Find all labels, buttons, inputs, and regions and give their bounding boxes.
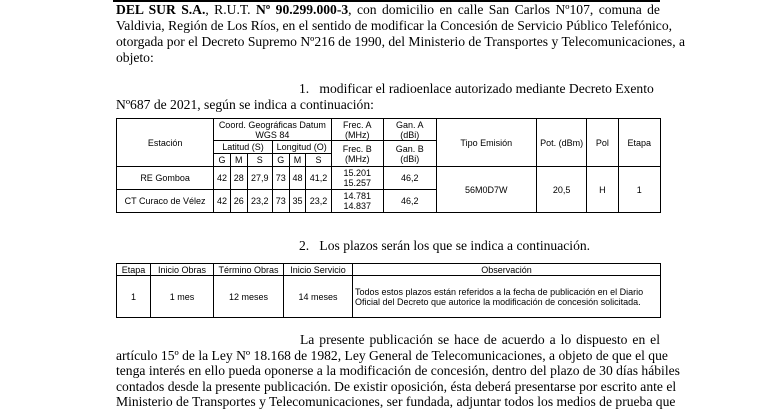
table-row bbox=[117, 167, 661, 190]
cell-estacion: CT Curaco de Vélez bbox=[117, 190, 214, 213]
header-latitud: Latitud (S) bbox=[214, 141, 273, 154]
header-frec-a: Frec. A (MHz) bbox=[331, 119, 383, 141]
header-tipo-emision: Tipo Emisión bbox=[436, 119, 537, 167]
header-inicio-servicio: Inicio Servicio bbox=[284, 264, 353, 276]
header-inicio-obras: Inicio Obras bbox=[151, 264, 214, 276]
cell-lon-m: 35 bbox=[289, 190, 306, 213]
cell-pol: H bbox=[587, 167, 618, 213]
cell-observacion: Todos estos plazos están referidos a la fecha de publicación en el Diario Oficial del Decreto que autorice la modificación de concesión solicitada. bbox=[353, 276, 661, 318]
cell-inicio-obras: 1 mes bbox=[151, 276, 214, 318]
intro-line-2: Valdivia, Región de Los Ríos, en el sentido de modificar la Concesión de Servicio Público Telefónico, bbox=[116, 18, 673, 33]
cell-estacion: RE Gomboa bbox=[117, 167, 214, 190]
company-name: DEL SUR S.A. bbox=[116, 2, 206, 17]
cell-etapa: 1 bbox=[117, 276, 151, 318]
cell-ganancia: 46,2 bbox=[384, 190, 436, 213]
final-paragraph bbox=[116, 332, 680, 410]
schedule-table bbox=[116, 263, 661, 318]
cell-lon-m: 48 bbox=[289, 167, 306, 190]
cell-lat-g: 42 bbox=[214, 190, 231, 213]
cell-frecuencias: 14.781 14.837 bbox=[331, 190, 383, 213]
header-gan-a: Gan. A (dBi) bbox=[384, 119, 436, 141]
header-potencia: Pot. (dBm) bbox=[537, 119, 587, 167]
cell-lat-g: 42 bbox=[214, 167, 231, 190]
final-line-4: contados desde la presente publicación. De existir oposición, ésta deberá presentarse por escrito ante el bbox=[116, 378, 677, 394]
final-line-3: tenga interés en ello pueda oponerse a la modificación de concesión, dentro del plazo de 30 días hábiles bbox=[116, 363, 680, 379]
cell-ganancia: 46,2 bbox=[384, 167, 436, 190]
intro-paragraph bbox=[116, 2, 686, 66]
cell-frecuencias: 15.201 15.257 bbox=[331, 167, 383, 190]
header-lon-g: G bbox=[272, 154, 289, 167]
intro-line-4: objeto: bbox=[116, 50, 154, 65]
header-etapa: Etapa bbox=[117, 264, 151, 276]
cell-lon-g: 73 bbox=[272, 167, 289, 190]
radio-link-table bbox=[116, 118, 661, 213]
header-lon-m: M bbox=[289, 154, 306, 167]
cell-lat-m: 28 bbox=[230, 167, 247, 190]
final-line-5: Ministerio de Transportes y Telecomunicaciones, ser fundada, adjuntar todos los medios de prueba que bbox=[116, 394, 676, 410]
header-observacion: Observación bbox=[353, 264, 661, 276]
cell-lat-s: 23,2 bbox=[247, 190, 272, 213]
header-estacion: Estación bbox=[117, 119, 214, 167]
header-lat-g: G bbox=[214, 154, 231, 167]
header-lat-s: S bbox=[247, 154, 272, 167]
header-lat-m: M bbox=[230, 154, 247, 167]
header-gan-b: Gan. B (dBi) bbox=[384, 141, 436, 167]
cell-lon-s: 23,2 bbox=[306, 190, 331, 213]
cell-lat-m: 26 bbox=[230, 190, 247, 213]
cell-etapa: 1 bbox=[618, 167, 660, 213]
header-longitud: Longitud (O) bbox=[272, 141, 331, 154]
header-frec-b: Frec. B (MHz) bbox=[331, 141, 383, 167]
cell-lon-s: 41,2 bbox=[306, 167, 331, 190]
table-row bbox=[117, 276, 661, 318]
cell-tipo-emision: 56M0D7W bbox=[436, 167, 537, 213]
item-1-continuation: Nº687 de 2021, según se indica a continuación: bbox=[116, 97, 374, 112]
rut-number: Nº 90.299.000-3 bbox=[255, 2, 349, 17]
cell-lat-s: 27,9 bbox=[247, 167, 272, 190]
header-termino-obras: Término Obras bbox=[214, 264, 284, 276]
cell-lon-g: 73 bbox=[272, 190, 289, 213]
intro-line-3: otorgada por el Decreto Supremo Nº216 de 1990, del Ministerio de Transportes y Telecomunicaciones, a bbox=[116, 34, 686, 49]
cell-termino-obras: 12 meses bbox=[214, 276, 284, 318]
header-pol: Pol bbox=[587, 119, 618, 167]
final-line-1: La presente publicación se hace de acuerdo a lo dispuesto en el bbox=[300, 332, 660, 347]
item-2-heading: 2. Los plazos serán los que se indica a continuación. bbox=[299, 238, 591, 253]
item-1-heading: 1. modificar el radioenlace autorizado mediante Decreto Exento bbox=[299, 81, 654, 96]
final-line-2: artículo 15º de la Ley Nº 18.168 de 1982, Ley General de Telecomunicaciones, a objeto de que el que bbox=[116, 347, 668, 363]
header-lon-s: S bbox=[306, 154, 331, 167]
cell-inicio-servicio: 14 meses bbox=[284, 276, 353, 318]
cell-potencia: 20,5 bbox=[537, 167, 587, 213]
header-coord: Coord. Geográficas Datum WGS 84 bbox=[214, 119, 331, 141]
header-etapa: Etapa bbox=[618, 119, 660, 167]
intro-line-1: DEL SUR S.A., R.U.T. Nº 90.299.000-3, con domicilio en calle San Carlos Nº107, comuna de bbox=[116, 2, 660, 17]
